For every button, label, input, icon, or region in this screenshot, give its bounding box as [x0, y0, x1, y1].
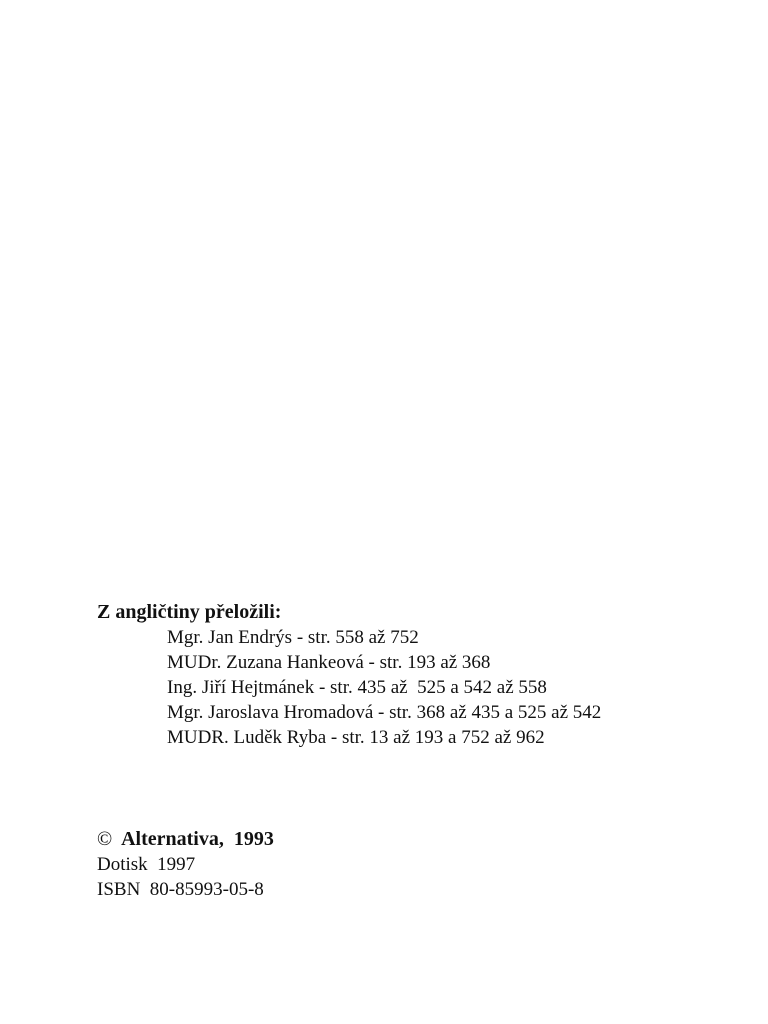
isbn-line: ISBN 80-85993-05-8 [97, 879, 264, 900]
translator-item: MUDR. Luděk Ryba - str. 13 až 193 a 752 až 962 [167, 727, 545, 748]
translator-item: MUDr. Zuzana Hankeová - str. 193 až 368 [167, 652, 491, 673]
copyright-line [97, 827, 597, 852]
credits-heading: Z angličtiny přeložili: [97, 601, 282, 623]
translator-item: Mgr. Jaroslava Hromadová - str. 368 až 435 a 525 až 542 [167, 702, 602, 723]
copyright-icon: © [97, 828, 113, 850]
imprint-block [97, 827, 597, 902]
publisher-year: Alternativa, 1993 [121, 828, 274, 850]
reprint-line: Dotisk 1997 [97, 854, 196, 875]
translator-list [97, 625, 737, 750]
translation-credits [97, 600, 737, 750]
translator-item: Mgr. Jan Endrýs - str. 558 až 752 [167, 627, 419, 648]
translator-item: Ing. Jiří Hejtmánek - str. 435 až 525 a 542 až 558 [167, 677, 547, 698]
